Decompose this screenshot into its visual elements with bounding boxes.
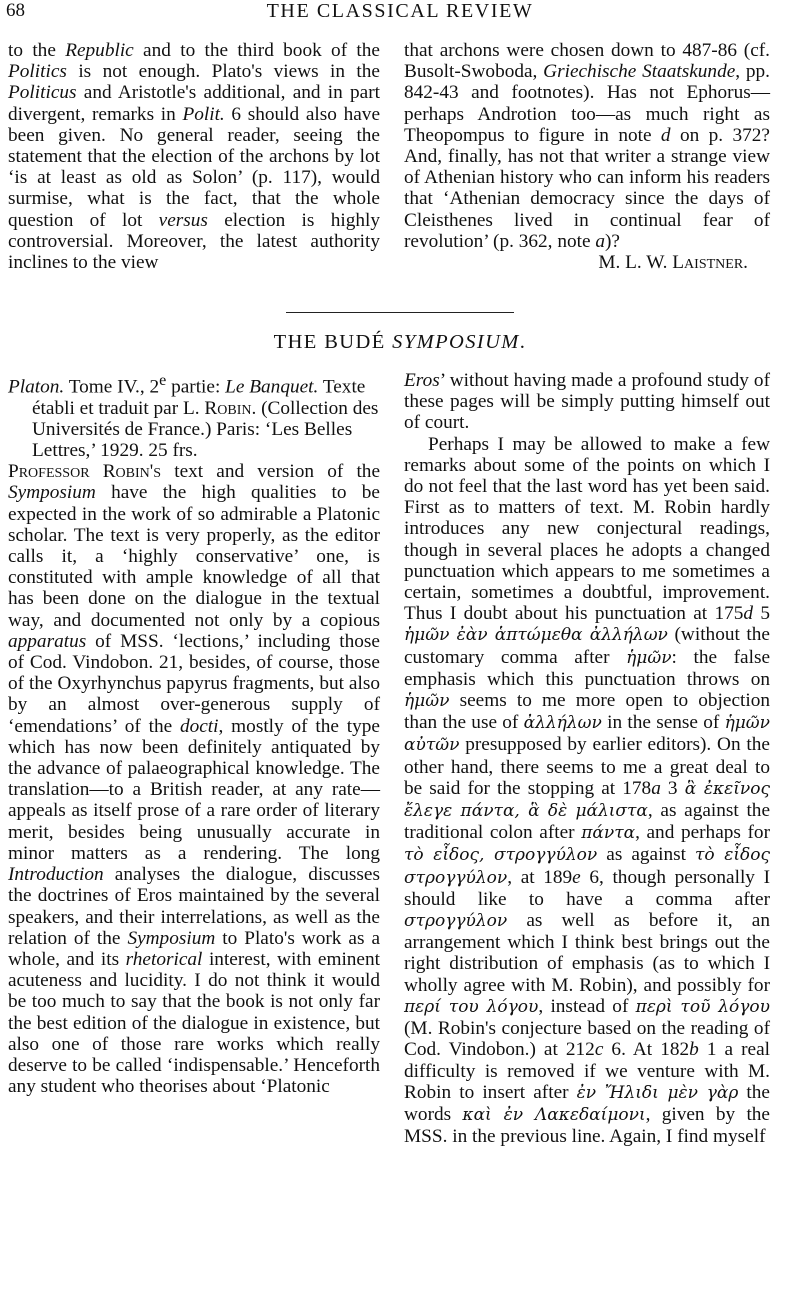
reviewer-signature: M. L. W. Laistner. (598, 252, 748, 274)
previous-review-left-column (8, 40, 380, 273)
previous-review-right-text: that archons were chosen down to 487-86 (cf. Busolt-Swoboda, Griechische Staatskunde, pp. 842-43 and footnotes). Has not Ephorus—perhaps Androtion too—as much right as Theopompus to figure in note d on p. 372? And, finally, has not that writer a strange view of Athenian history who can inform his readers that ‘Athenian democracy since the days of Cleisthenes lived in continual fear of revolution’ (p. 362, note a)? (404, 40, 770, 252)
section-divider (286, 312, 514, 313)
running-title: THE CLASSICAL REVIEW (266, 0, 534, 22)
article-left-column (8, 370, 380, 1097)
previous-review-right-column (404, 40, 770, 273)
bibliography-entry: Platon. Tome IV., 2e partie: Le Banquet. Texte établi et traduit par L. Robin. (Collection des Universités de France.) Paris: ‘Les Belles Lettres,’ 1929. 25 frs. (8, 372, 379, 462)
article-title: THE BUDÉ SYMPOSIUM. (273, 331, 527, 353)
review-paragraph-2: Perhaps I may be allowed to make a few remarks about some of the points on which I do not feel that the last word has yet been said. First as to matters of text. M. Robin hardly introduces any new conjectural readings, though in several places he adopts a changed punctuation which appears to me sometimes a certain, sometimes a doubtful, improvement. Thus I doubt about his punctuation at 175d 5 ἡμῶν ἐὰν ἁπτώμεθα ἀλλήλων (without the customary comma after ἡμῶν: the false emphasis which this punctuation throws on ἡμῶν seems to me more open to objection than the use of ἀλλήλων in the sense of ἡμῶν αὐτῶν presupposed by earlier editors). On the other hand, there seems to me a great deal to be said for the stopping at 178a 3 ἃ ἐκεῖνος ἔλεγε πάντα, ἃ δὲ μάλιστα, as against the traditional colon after πάντα, and perhaps for τὸ εἶδος, στρογγύλον as against τὸ εἶδος στρογγύλον, at 189e 6, though personally I should like to have a comma after στρογγύλον as well as before it, an arrangement which I think best brings out the right distribution of emphasis (as to which I wholly agree with M. Robin), and possibly for περί του λόγου, instead of περὶ τοῦ λόγου (M. Robin's conjecture based on the reading of Cod. Vindobon.) at 212c 6. At 182b 1 a real difficulty is removed if we venture with M. Robin to insert after ἐν Ἤλιδι μὲν γὰρ the words καὶ ἐν Λακεδαίμονι, given by the MSS. in the previous line. Again, I find myself (404, 433, 771, 1148)
page-header (0, 0, 800, 30)
page-number: 68 (6, 0, 25, 21)
article-right-column (404, 370, 770, 1147)
review-paragraph-1-continued: Eros’ without having made a profound study of these pages will be simply putting himself out of court. (404, 370, 770, 434)
previous-review-left-text: to the Republic and to the third book of the Politics is not enough. Plato's views in the Politicus and Aristotle's additional, and in part divergent, remarks in Polit. 6 should also have been given. No general reader, seeing the statement that the election of the archons by lot ‘is at least as old as Solon’ (p. 117), would surmise, what is the fact, that the whole question of lot versus election is highly controversial. Moreover, the latest authority inclines to the view (8, 40, 380, 274)
review-paragraph-1: Professor Robin's text and version of the Symposium have the high qualities to be expected in the work of so admirable a Platonic scholar. The text is very properly, as the editor calls it, a ‘highly conservative’ one, is constituted with ample knowledge of all that has been done on the dialogue in the textual way, and documented not only by a copious apparatus of MSS. ‘lections,’ including those of Cod. Vindobon. 21, besides, of course, those of the Oxyrhynchus papyrus fragments, but also by an almost over-generous supply of ‘emendations’ of the docti, mostly of the type which has now been definitely antiquated by the advance of palaeographical knowledge. The translation—to a British reader, at any rate—appeals as itself prose of a rare order of literary merit, besides being unusually accurate in minor matters as a rendering. The long Introduction analyses the dialogue, discusses the doctrines of Eros maintained by the several speakers, and their interrelations, as well as the relation of the Symposium to Plato's work as a whole, and its rhetorical interest, with eminent acuteness and lucidity. I do not think it would be too much to say that the book is not only far the best edition of the dialogue in existence, but also one of those rare works which really deserve to be called ‘indispensable.’ Henceforth any student who theorises about ‘Platonic (8, 461, 381, 1098)
